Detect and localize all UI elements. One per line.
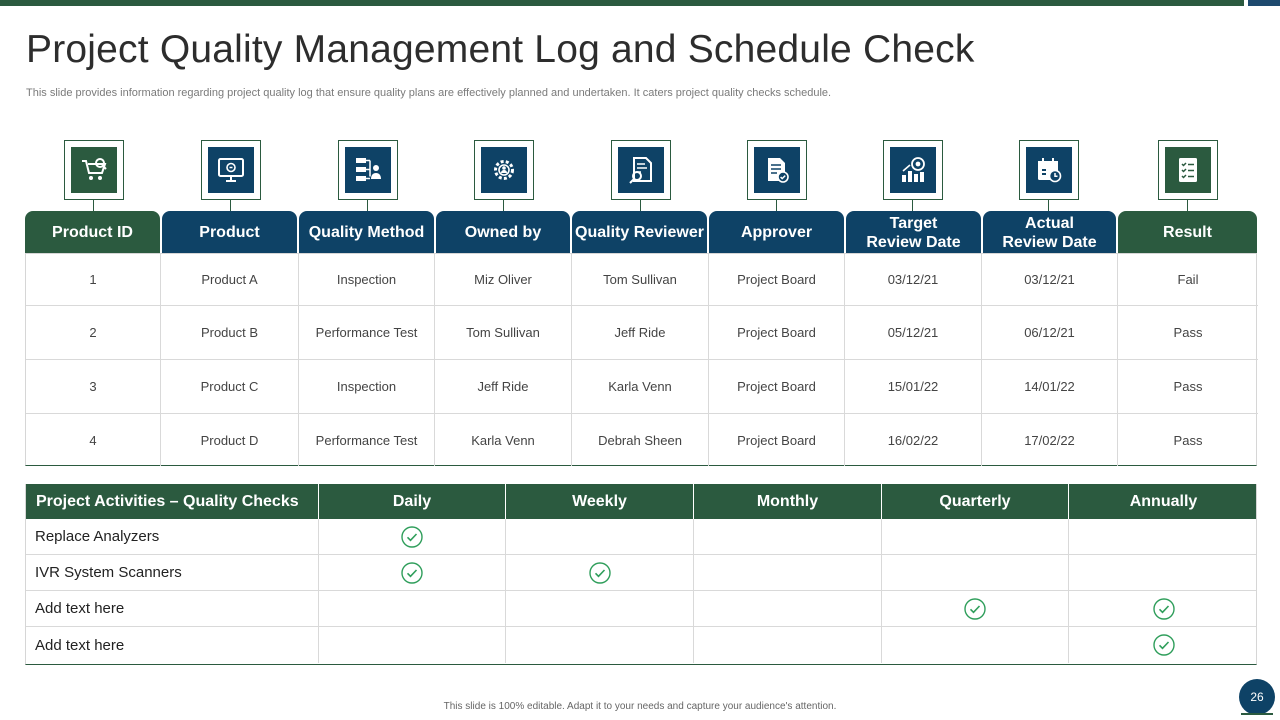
top-accent-bar-end [1248,0,1280,6]
check-circle-icon [1152,633,1176,657]
check-cell-empty [694,627,882,663]
table-cell: Jeff Ride [572,306,709,359]
column-header: Owned by [436,211,570,253]
table-cell: Project Board [709,306,845,359]
check-cell-empty [1069,519,1258,554]
check-cell-empty [882,519,1069,554]
table-cell: Performance Test [299,414,435,466]
check-cell-empty [319,591,506,626]
icon-connector [640,200,641,211]
document-approval-icon-box [747,140,807,200]
check-circle-icon [963,597,987,621]
check-cell-checked [882,591,1069,626]
table-cell: Product A [161,254,299,305]
check-cell-empty [506,591,694,626]
calendar-clock-icon-box [1019,140,1079,200]
table-row [26,254,1258,306]
table-cell: Karla Venn [572,360,709,413]
table-row [26,414,1258,466]
checks-column-header: Weekly [506,484,694,519]
log-table-body [25,253,1257,466]
table-cell: Fail [1177,272,1199,287]
monitor-icon [208,147,254,193]
check-cell-empty [694,555,882,590]
table-cell: 03/12/21 [845,254,982,305]
column-header: Product [162,211,297,253]
activity-label: IVR System Scanners [26,555,319,590]
icon-connector [230,200,231,211]
icon-connector [503,200,504,211]
checks-column-header: Monthly [694,484,882,519]
table-cell: 05/12/21 [845,306,982,359]
table-cell: Inspection [299,254,435,305]
table-cell: 3 [26,360,161,413]
table-cell: 2 [26,306,161,359]
page-number-underline [1241,713,1273,715]
column-header: Quality Reviewer [572,211,707,253]
table-cell: 03/12/21 [982,254,1118,305]
table-cell: Project Board [709,414,845,466]
document-magnifier-icon-box [611,140,671,200]
footer-note: This slide is 100% editable. Adapt it to your needs and capture your audience's attention. [443,701,837,712]
table-cell: 4 [26,414,161,466]
check-cell-empty [694,591,882,626]
checks-row [26,627,1256,663]
activity-label: Add text here [26,591,319,626]
calendar-clock-icon [1026,147,1072,193]
page-number-badge: 26 [1239,679,1275,715]
table-cell: Pass [1173,432,1203,448]
table-cell: 15/01/22 [845,360,982,413]
table-cell: Pass [1173,325,1203,340]
page-subtitle: This slide provides information regarding project quality log that ensure quality plans are effectively planned and undertaken. It caters project quality checks schedule. [26,87,832,99]
check-cell-checked [319,519,506,554]
table-cell: 1 [26,254,161,305]
check-cell-checked [1069,627,1258,663]
check-cell-empty [694,519,882,554]
icon-connector [367,200,368,211]
quality-checks-table [25,484,1257,665]
check-circle-icon [588,561,612,585]
table-cell: Inspection [299,360,435,413]
check-cell-empty [319,627,506,663]
icon-connector [1048,200,1049,211]
icon-connector [776,200,777,211]
column-header: Product ID [25,211,160,253]
activity-label: Replace Analyzers [26,519,319,554]
icon-connector [1187,200,1188,211]
table-cell: Tom Sullivan [572,254,709,305]
quality-checks-header [26,484,1256,519]
checklist-icon [1165,147,1211,193]
table-cell: Pass [1173,379,1203,394]
org-chart-person-icon [345,147,391,193]
column-header: Approver [709,211,844,253]
table-cell: 17/02/22 [982,414,1118,466]
check-circle-icon [400,525,424,549]
check-cell-checked [506,555,694,590]
table-cell: Performance Test [299,306,435,359]
table-cell: Project Board [709,360,845,413]
table-cell: Product C [161,360,299,413]
monitor-icon-box [201,140,261,200]
column-header: Result [1118,211,1257,253]
check-cell-empty [1069,555,1258,590]
table-cell: Debrah Sheen [572,414,709,466]
org-chart-person-icon-box [338,140,398,200]
check-circle-icon [1152,597,1176,621]
check-cell-empty [506,519,694,554]
check-circle-icon [400,561,424,585]
checklist-icon-box [1158,140,1218,200]
column-header: Quality Method [299,211,434,253]
checks-row [26,519,1256,555]
activity-label: Add text here [26,627,319,663]
table-cell: 06/12/21 [982,306,1118,359]
checks-row [26,591,1256,627]
icon-connector [93,200,94,211]
table-row [26,306,1258,360]
table-cell: Tom Sullivan [435,306,572,359]
table-cell: Product D [161,414,299,466]
target-chart-icon [890,147,936,193]
table-cell: Project Board [709,254,845,305]
column-header: Target Review Date [846,211,981,253]
table-cell: Miz Oliver [435,254,572,305]
checks-column-header: Annually [1129,492,1198,510]
cart-search-icon-box [64,140,124,200]
target-chart-icon-box [883,140,943,200]
checks-column-header: Project Activities – Quality Checks [26,484,319,519]
document-magnifier-icon [618,147,664,193]
table-cell: 14/01/22 [982,360,1118,413]
table-cell: 16/02/22 [845,414,982,466]
document-approval-icon [754,147,800,193]
check-cell-empty [882,555,1069,590]
checks-row [26,555,1256,591]
gear-team-icon-box [474,140,534,200]
table-cell: Product B [161,306,299,359]
table-row [26,360,1258,414]
cart-search-icon [71,147,117,193]
table-cell: Karla Venn [435,414,572,466]
check-cell-empty [506,627,694,663]
icon-connector [912,200,913,211]
check-cell-checked [1069,591,1258,626]
checks-column-header: Daily [319,484,506,519]
check-cell-checked [319,555,506,590]
top-accent-bar [0,0,1244,6]
table-cell: Jeff Ride [435,360,572,413]
column-header: Actual Review Date [983,211,1116,253]
gear-team-icon [481,147,527,193]
checks-column-header: Quarterly [882,484,1069,519]
page-title: Project Quality Management Log and Schedule Check [26,28,975,71]
check-cell-empty [882,627,1069,663]
